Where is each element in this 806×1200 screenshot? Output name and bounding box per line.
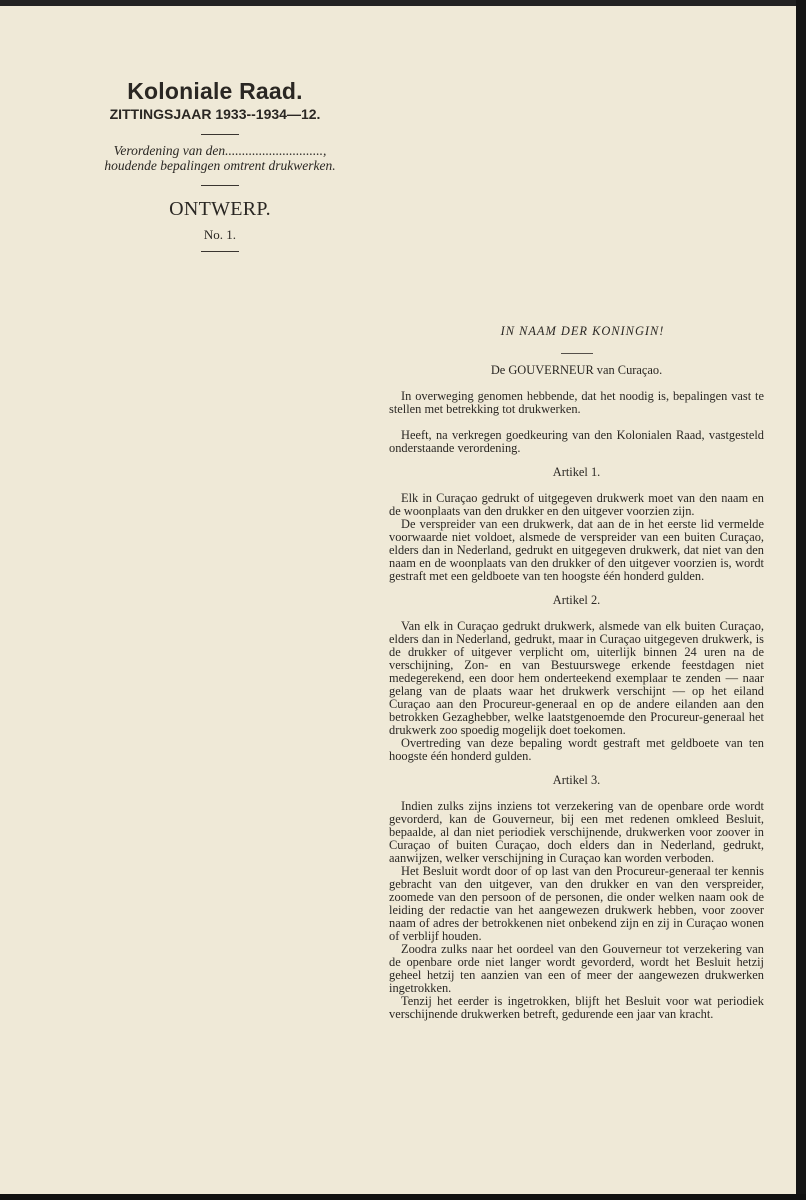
divider: [561, 353, 593, 354]
article-paragraph: Elk in Curaçao gedrukt of uitgegeven drukwerk moet van den naam en de woonplaats van den drukker en den uitgever voorzien zijn.: [389, 491, 764, 518]
document-header: [75, 78, 365, 252]
article-paragraph: Overtreding van deze bepaling wordt gestraft met geldboete van ten hoogste één honderd gulden.: [389, 736, 764, 763]
ordinance-body: [389, 325, 764, 1021]
council-title: Koloniale Raad.: [127, 78, 303, 104]
article-paragraph: Tenzij het eerder is ingetrokken, blijft het Besluit voor wat periodiek verschijnende drukwerken betreft, gedurende een jaar van kracht.: [389, 994, 764, 1021]
article-paragraph: Het Besluit wordt door of op last van den Procureur-generaal ter kennis gebracht van den uitgever, van den drukker en van den verspreider, zoomede van den persoon of de personen, die onder welken naam ook de leiding der redactie van het aangewezen drukwerk hebben, voor zoover naam of adres der betrokkenen niet onbekend zijn en zij in Curaçao wonen of verblijf houden.: [389, 864, 764, 943]
article-heading: Artikel 1.: [552, 465, 601, 479]
divider: [201, 134, 239, 135]
article-paragraph: Indien zulks zijns inziens tot verzekering van de openbare orde wordt gevorderd, kan de Gouverneur, bij een met redenen omkleed Besluit, bepaalde, al dan niet periodiek verschijnende, drukwerken voor zoover in Curaçao of buiten Curaçao, doch elders dan in Nederland, gedrukt, aanwijzen, welker verschijning in Curaçao kan worden verboden.: [389, 799, 764, 865]
article-paragraph: Van elk in Curaçao gedrukt drukwerk, alsmede van elk buiten Curaçao, elders dan in Nederland, gedrukt, maar in Curaçao uitgegeven drukwerk, is de drukker of uitgever verplicht om, uiterlijk binnen 24 uren na de verschijning, Zon- en van Bestuurswege erkende feestdagen niet medegerekend, een door hem onderteekend exemplaar te zenden — naar gelang van de plaats waar het drukwerk verschijnt — op het eiland Curaçao aan den Procureur-generaal en op de andere eilanden aan den betrokken Gezaghebber, welke laatstgenoemde den Procureur-generaal het drukwerk zoo spoedig mogelijk doet toekomen.: [389, 619, 764, 737]
article-heading: Artikel 3.: [552, 773, 601, 787]
preamble-paragraph: Heeft, na verkregen goedkeuring van den Kolonialen Raad, vastgesteld onderstaande verordening.: [389, 428, 764, 455]
article-heading: Artikel 2.: [552, 593, 601, 607]
article-paragraph: De verspreider van een drukwerk, dat aan de in het eerste lid vermelde voorwaarde niet voldoet, alsmede de verspreider van een buiten Curaçao, elders dan in Nederland, gedrukt en uitgegeven drukwerk, dat niet van den naam en de woonplaats van den drukker of den uitgever voorzien is, wordt gestraft met een geldboete van ten hoogste één honderd gulden.: [389, 517, 764, 583]
session-year: ZITTINGSJAAR 1933--1934—12.: [109, 106, 321, 122]
ordinance-line-2: houdende bepalingen omtrent drukwerken.: [104, 158, 336, 173]
divider: [201, 185, 239, 186]
preamble-heading: IN NAAM DER KONINGIN!: [500, 324, 665, 338]
draft-label: ONTWERP.: [169, 198, 271, 220]
governor-line: De GOUVERNEUR van Curaçao.: [490, 363, 663, 377]
document-number: No. 1.: [203, 227, 237, 242]
preamble-paragraph: In overweging genomen hebbende, dat het noodig is, bepalingen vast te stellen met betrekking tot drukwerken.: [389, 389, 764, 416]
scan-edge-right: [796, 0, 806, 1200]
ordinance-title: [75, 143, 365, 173]
scan-edge-bottom: [0, 1194, 806, 1200]
article-paragraph: Zoodra zulks naar het oordeel van den Gouverneur tot verzekering van de openbare orde niet langer wordt gevorderd, wordt het Besluit hetzij geheel hetzij ten aanzien van een of meer der aangewezen drukwerken ingetrokken.: [389, 942, 764, 995]
divider: [201, 251, 239, 252]
scan-edge-top: [0, 0, 806, 6]
ordinance-line-1: Verordening van den.............................,: [113, 143, 327, 158]
